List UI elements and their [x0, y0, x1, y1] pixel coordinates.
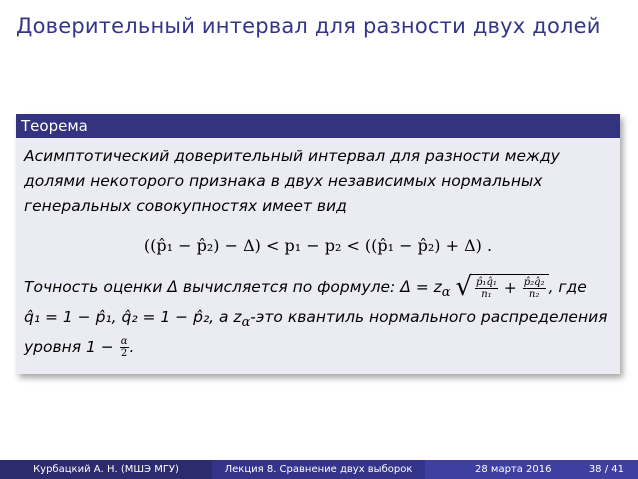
- precision-line: [24, 274, 612, 305]
- slide-title: Доверительный интервал для разности двух долей: [16, 14, 601, 38]
- fraction-2-denominator: n₂: [528, 289, 540, 300]
- q-definitions-line: [24, 305, 612, 335]
- fraction-1: [475, 277, 498, 300]
- half-alpha-denominator: 2: [120, 348, 128, 360]
- alpha-subscript: α: [441, 285, 451, 301]
- theorem-header: Теорема: [16, 114, 620, 138]
- footer-page: 38 / 41: [588, 464, 624, 475]
- footer-right: [425, 460, 638, 479]
- plus-sign: +: [503, 279, 517, 297]
- precision-lead: Точность оценки Δ вычисляется по формуле: Δ = z: [24, 278, 442, 296]
- fraction-2: [523, 277, 546, 300]
- footer-bar: [0, 460, 638, 479]
- footer-lecture: Лекция 8. Сравнение двух выборок: [212, 460, 425, 479]
- fraction-1-numerator: p̂₁q̂₁: [476, 277, 497, 288]
- period: .: [129, 338, 135, 357]
- half-alpha-numerator: α: [120, 336, 128, 348]
- footer-date: 28 марта 2016: [475, 464, 552, 475]
- level-line: [24, 335, 612, 360]
- sqrt-icon: √: [455, 272, 473, 302]
- confidence-interval-formula: ((p̂₁ − p̂₂) − Δ) < p₁ − p₂ < ((p̂₁ − p̂₂) + Δ) .: [143, 236, 493, 255]
- alpha-subscript-2: α: [241, 315, 251, 331]
- fraction-2-numerator: p̂₂q̂₂: [523, 277, 545, 288]
- q-definitions: q̂₁ = 1 − p̂₁, q̂₂ = 1 − p̂₂, а z: [24, 308, 242, 327]
- theorem-block: [16, 114, 620, 374]
- level-text: уровня 1 −: [24, 338, 114, 357]
- theorem-body: [16, 138, 620, 360]
- footer-author: Курбацкий А. Н. (МШЭ МГУ): [0, 460, 212, 479]
- sqrt-expression: [455, 274, 548, 301]
- where-text: , где: [548, 278, 587, 296]
- sqrt-body: [472, 274, 549, 301]
- quantile-text: -это квантиль нормального распределения: [250, 308, 608, 327]
- fraction-1-denominator: n₁: [481, 289, 492, 300]
- theorem-statement: Асимптотический доверительный интервал для разности между долями некоторого признака в двух независимых нормальных генеральных совокупностях имеет вид: [24, 147, 560, 215]
- half-alpha-fraction: [120, 336, 129, 359]
